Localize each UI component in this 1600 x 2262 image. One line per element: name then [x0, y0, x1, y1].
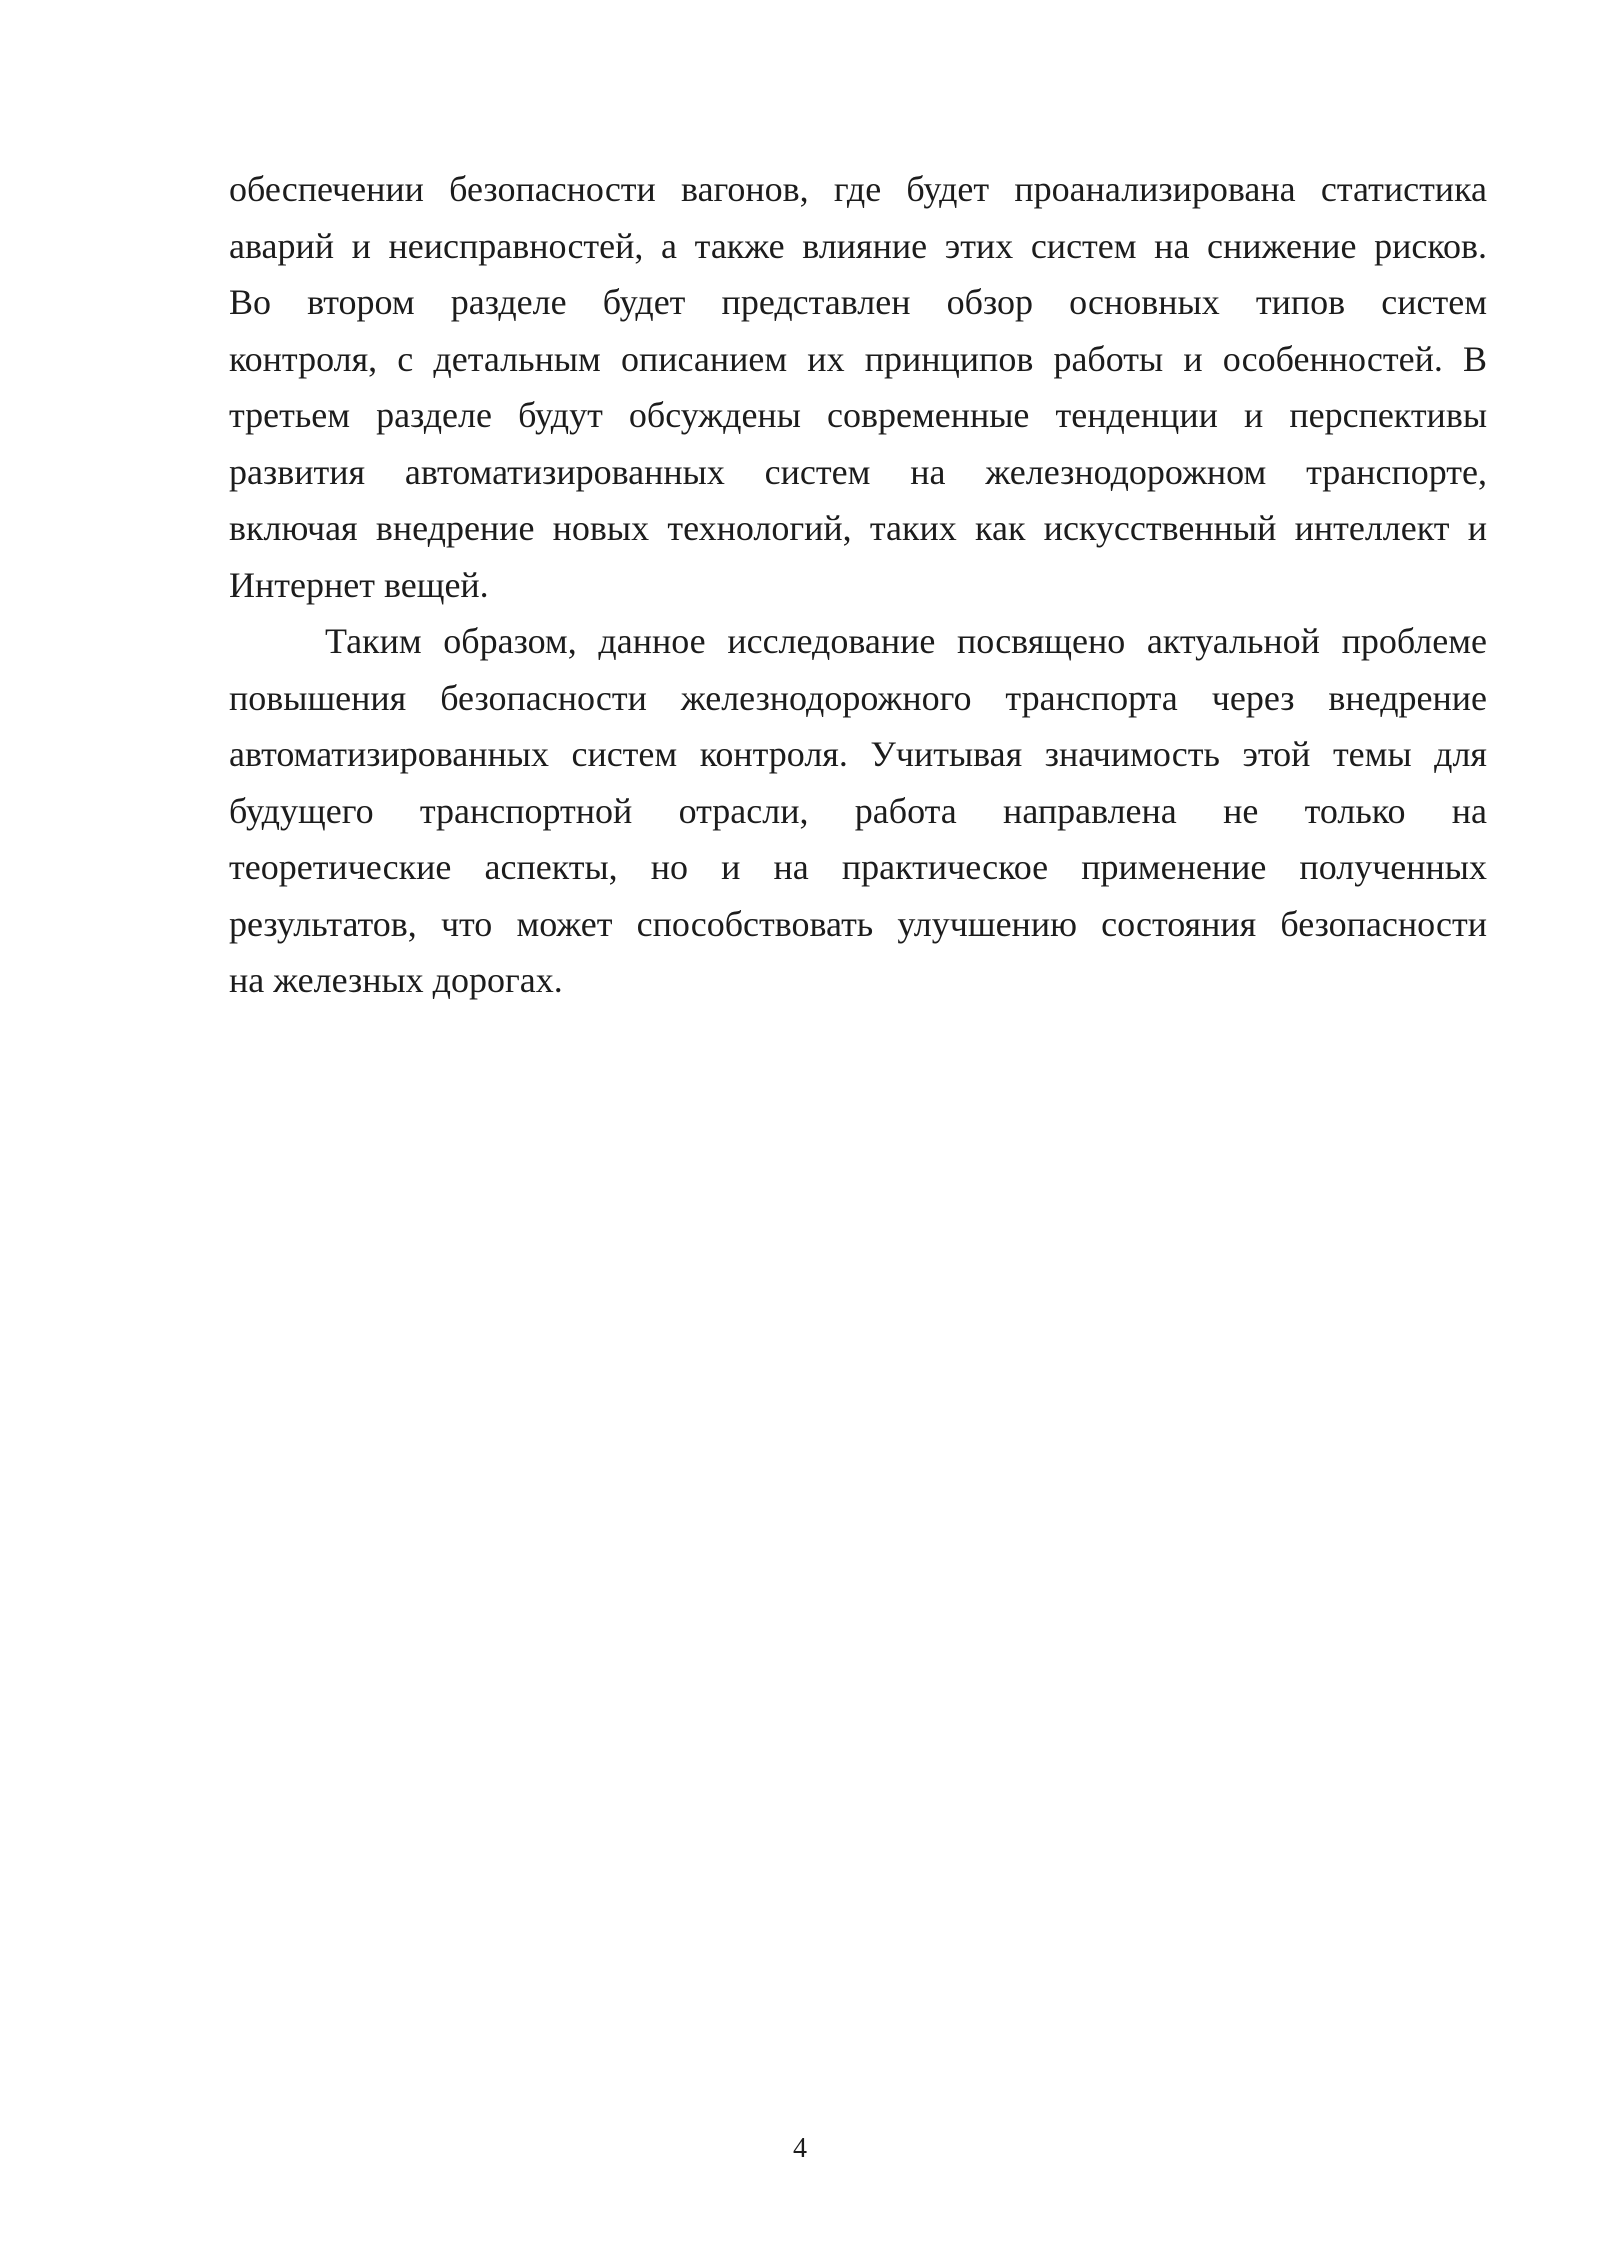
- paragraph-line: обеспечении безопасности вагонов, где будет проанализирована статистика: [229, 169, 1487, 209]
- paragraph-line: Таким образом, данное исследование посвящено актуальной проблеме: [325, 621, 1487, 661]
- paragraph-1: [229, 161, 1487, 613]
- paragraph-line: повышения безопасности железнодорожного транспорта через внедрение: [229, 677, 1487, 718]
- paragraph-line: аварий и неисправностей, а также влияние этих систем на снижение рисков.: [229, 225, 1487, 266]
- paragraph-line: контроля, с детальным описанием их принципов работы и особенностей. В: [229, 338, 1487, 379]
- page-number: 4: [793, 2133, 807, 2164]
- paragraph-line: результатов, что может способствовать улучшению состояния безопасности: [229, 903, 1487, 944]
- paragraph-line: Интернет вещей.: [229, 564, 489, 605]
- paragraph-line: Во втором разделе будет представлен обзор основных типов систем: [229, 282, 1487, 322]
- paragraph-2: [229, 613, 1487, 1009]
- paragraph-line: третьем разделе будут обсуждены современные тенденции и перспективы: [229, 395, 1487, 435]
- paragraph-line: на железных дорогах.: [229, 960, 563, 1000]
- paragraph-line: будущего транспортной отрасли, работа направлена не только на: [229, 790, 1487, 831]
- paragraph-line: включая внедрение новых технологий, таких как искусственный интеллект и: [229, 508, 1487, 548]
- paragraph-line: развития автоматизированных систем на железнодорожном транспорте,: [229, 451, 1487, 492]
- paragraph-line: теоретические аспекты, но и на практическое применение полученных: [229, 847, 1487, 887]
- body-text: [229, 161, 1487, 1009]
- paragraph-line: автоматизированных систем контроля. Учитывая значимость этой темы для: [229, 734, 1487, 774]
